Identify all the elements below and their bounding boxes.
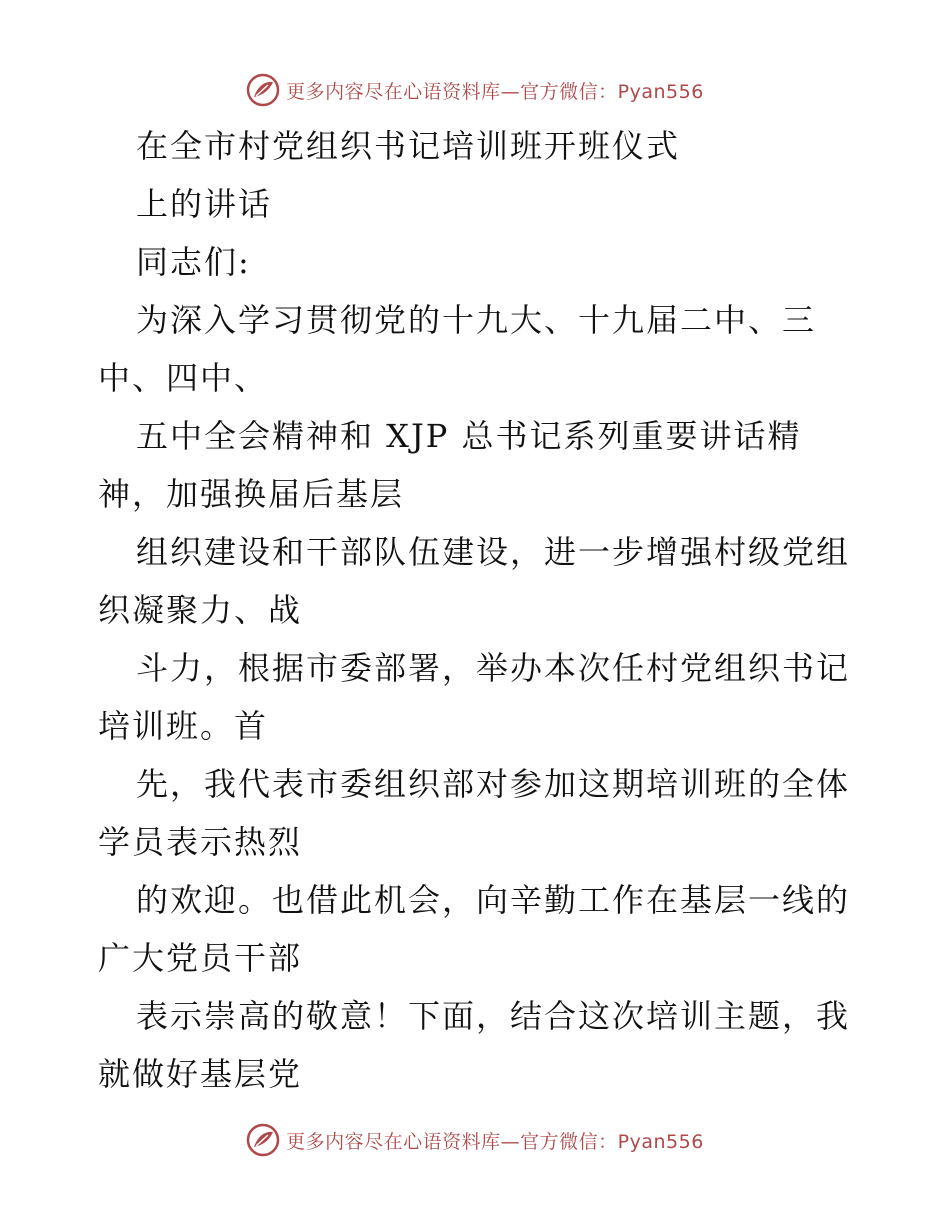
leaf-emblem-icon bbox=[246, 1123, 280, 1157]
header-banner bbox=[0, 70, 950, 110]
text-line: 同志们: bbox=[136, 243, 251, 281]
leaf-emblem-icon bbox=[246, 73, 280, 107]
text-line: 表示崇高的敬意！下面，结合这次培训主题，我 bbox=[136, 997, 851, 1035]
text-line: 培训班。首 bbox=[98, 707, 269, 745]
footer-banner bbox=[0, 1120, 950, 1160]
text-line: 的欢迎。也借此机会，向辛勤工作在基层一线的 bbox=[136, 881, 851, 919]
text-line: 五中全会精神和 XJP 总书记系列重要讲话精 bbox=[136, 417, 802, 455]
text-line: 在全市村党组织书记培训班开班仪式 bbox=[136, 127, 681, 165]
text-line: 斗力，根据市委部署，举办本次任村党组织书记 bbox=[136, 649, 851, 687]
text-line: 上的讲话 bbox=[136, 185, 273, 223]
text-line: 组织建设和干部队伍建设，进一步增强村级党组 bbox=[136, 533, 851, 571]
text-line: 织凝聚力、战 bbox=[98, 591, 303, 629]
text-line: 神，加强换届后基层 bbox=[98, 475, 405, 513]
text-line: 为深入学习贯彻党的十九大、十九届二中、三 bbox=[136, 301, 817, 339]
text-line: 学员表示热烈 bbox=[98, 823, 303, 861]
document-body bbox=[98, 117, 858, 1103]
banner-text: 更多内容尽在心语资料库—官方微信：Pyan556 bbox=[286, 1130, 704, 1153]
text-line: 先，我代表市委组织部对参加这期培训班的全体 bbox=[136, 765, 851, 803]
text-line: 中、四中、 bbox=[98, 359, 269, 397]
text-line: 广大党员干部 bbox=[98, 939, 303, 977]
banner-text: 更多内容尽在心语资料库—官方微信：Pyan556 bbox=[286, 80, 704, 103]
text-line: 就做好基层党 bbox=[98, 1055, 303, 1093]
